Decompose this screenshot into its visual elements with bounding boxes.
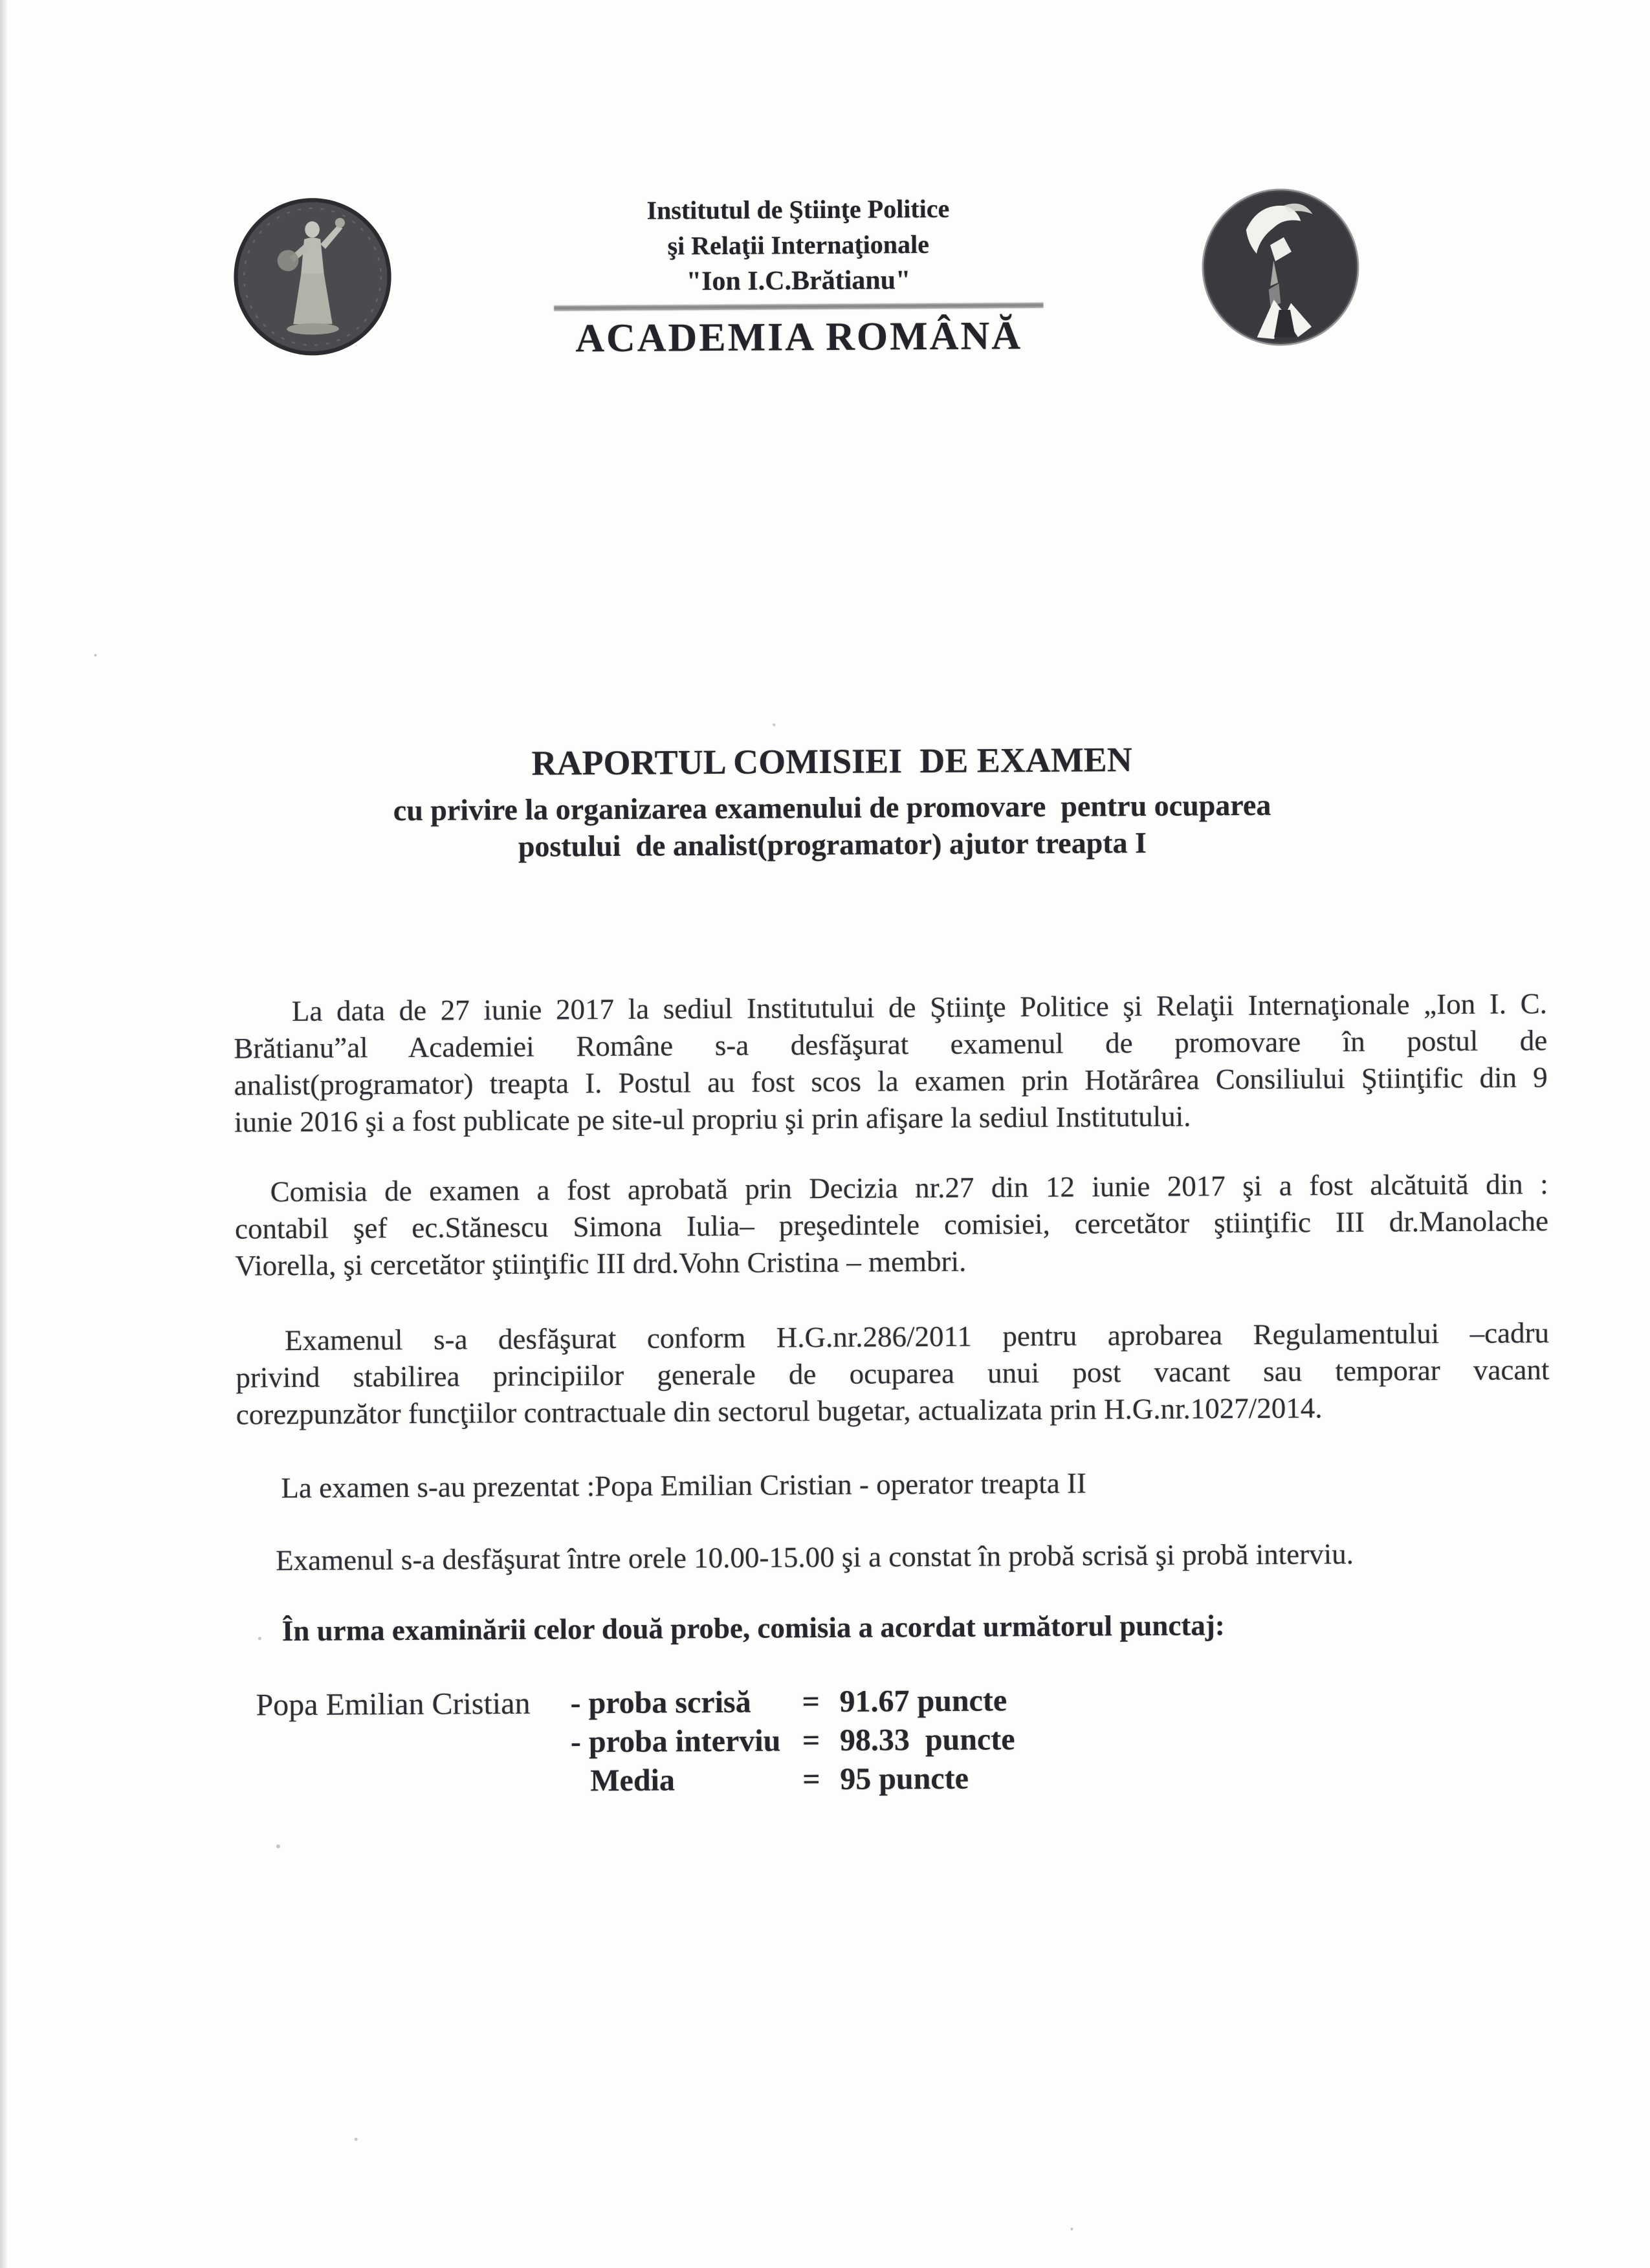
paragraph-line: corezpunzător funcţiilor contractuale din sectorul bugetar, actualizata prin H.G.nr.1027/2014. xyxy=(236,1391,1323,1431)
line-exam-schedule: Examenul s-a desfăşurat între orele 10.00-15.00 şi a constat în probă scrisă şi probă interviu. xyxy=(275,1538,1354,1577)
candidate-name-empty xyxy=(256,1752,571,1754)
score-value-average: 95 puncte xyxy=(840,1761,969,1796)
header-divider-line xyxy=(554,303,1043,311)
academy-seal-icon xyxy=(230,191,395,362)
paragraph-exam-date xyxy=(234,985,1548,1140)
line-results-intro: În urma examinării celor două probe, comisia a acordat următorul punctaj: xyxy=(281,1609,1225,1648)
equals-sign: = xyxy=(802,1723,820,1758)
scan-speckle xyxy=(355,2137,358,2141)
score-table xyxy=(237,1679,1552,1803)
score-label-average: Media xyxy=(590,1763,676,1798)
candidate-name: Popa Emilian Cristian xyxy=(256,1686,531,1723)
paragraph-line: analist(programator) treapta I. Postul au fost scos la examen prin Hotărârea Consiliului Ştiinţific din 9 xyxy=(234,1061,1548,1102)
report-subtitle-line2: postului de analist(programator) ajutor treapta I xyxy=(518,825,1147,863)
paragraph-line: iunie 2016 şi a fost publicate pe site-ul propriu şi prin afişare la sediul Institutului. xyxy=(234,1100,1191,1139)
paragraph-line: Brătianu”al Academiei Române s-a desfăşurat examenul de promovare în postul de xyxy=(234,1024,1548,1065)
paragraph-line: Comisia de examen a fost aprobată prin Decizia nr.27 din 12 iunie 2017 şi a fost alcătuită din : xyxy=(270,1168,1548,1208)
scan-speckle xyxy=(1070,2228,1073,2230)
body-text-block xyxy=(234,985,1552,1803)
title-block xyxy=(232,737,1546,866)
candidate-name-empty xyxy=(256,1791,571,1793)
score-label-interview: - proba interviu xyxy=(570,1723,781,1760)
scan-speckle xyxy=(276,1844,280,1848)
line-candidates-presented: La examen s-au prezentat :Popa Emilian Cristian - operator treapta II xyxy=(281,1467,1087,1505)
institute-name-line3: "Ion I.C.Brătianu" xyxy=(686,265,911,297)
paragraph-legal-basis xyxy=(236,1314,1550,1433)
scan-speckle xyxy=(258,1637,261,1640)
paragraph-line: Viorella, şi cercetător ştiinţific III drd.Vohn Cristina – membri. xyxy=(235,1245,967,1282)
paragraph-line: contabil şef ec.Stănescu Simona Iulia– preşedintele comisiei, cercetător ştiinţific III dr.Manolache xyxy=(234,1205,1549,1245)
scan-speckle xyxy=(773,723,775,726)
report-subtitle-line1: cu privire la organizarea examenului de promovare pentru ocuparea xyxy=(393,788,1271,827)
score-label-written: - proba scrisă xyxy=(570,1685,751,1721)
institute-name-line1: Institutul de Ştiinţe Politice xyxy=(646,193,950,225)
score-row-average xyxy=(256,1756,1552,1803)
paragraph-line: La data de 27 iunie 2017 la sediul Institutului de Ştiinţe Politice şi Relaţii Internaţionale „Ion I. C. xyxy=(291,987,1548,1028)
score-value-written: 91.67 puncte xyxy=(839,1683,1007,1719)
header-text-block xyxy=(507,190,1090,360)
academy-title: ACADEMIA ROMÂNĂ xyxy=(575,314,1023,361)
equals-sign: = xyxy=(802,1762,820,1797)
scan-speckle xyxy=(94,654,97,657)
bratianu-portrait-icon xyxy=(1194,182,1367,356)
paragraph-commission xyxy=(235,1166,1549,1284)
score-value-interview: 98.33 puncte xyxy=(839,1722,1015,1758)
paragraph-line: Examenul s-a desfăşurat conform H.G.nr.286/2011 pentru aprobarea Regulamentului –cadru xyxy=(284,1316,1550,1357)
paragraph-line: privind stabilirea principiilor generale de ocuparea unui post vacant sau temporar vacant xyxy=(236,1353,1550,1394)
institute-name-line2: şi Relaţii Internaţionale xyxy=(667,229,930,261)
report-title: RAPORTUL COMISIEI DE EXAMEN xyxy=(531,740,1132,783)
equals-sign: = xyxy=(802,1685,820,1719)
